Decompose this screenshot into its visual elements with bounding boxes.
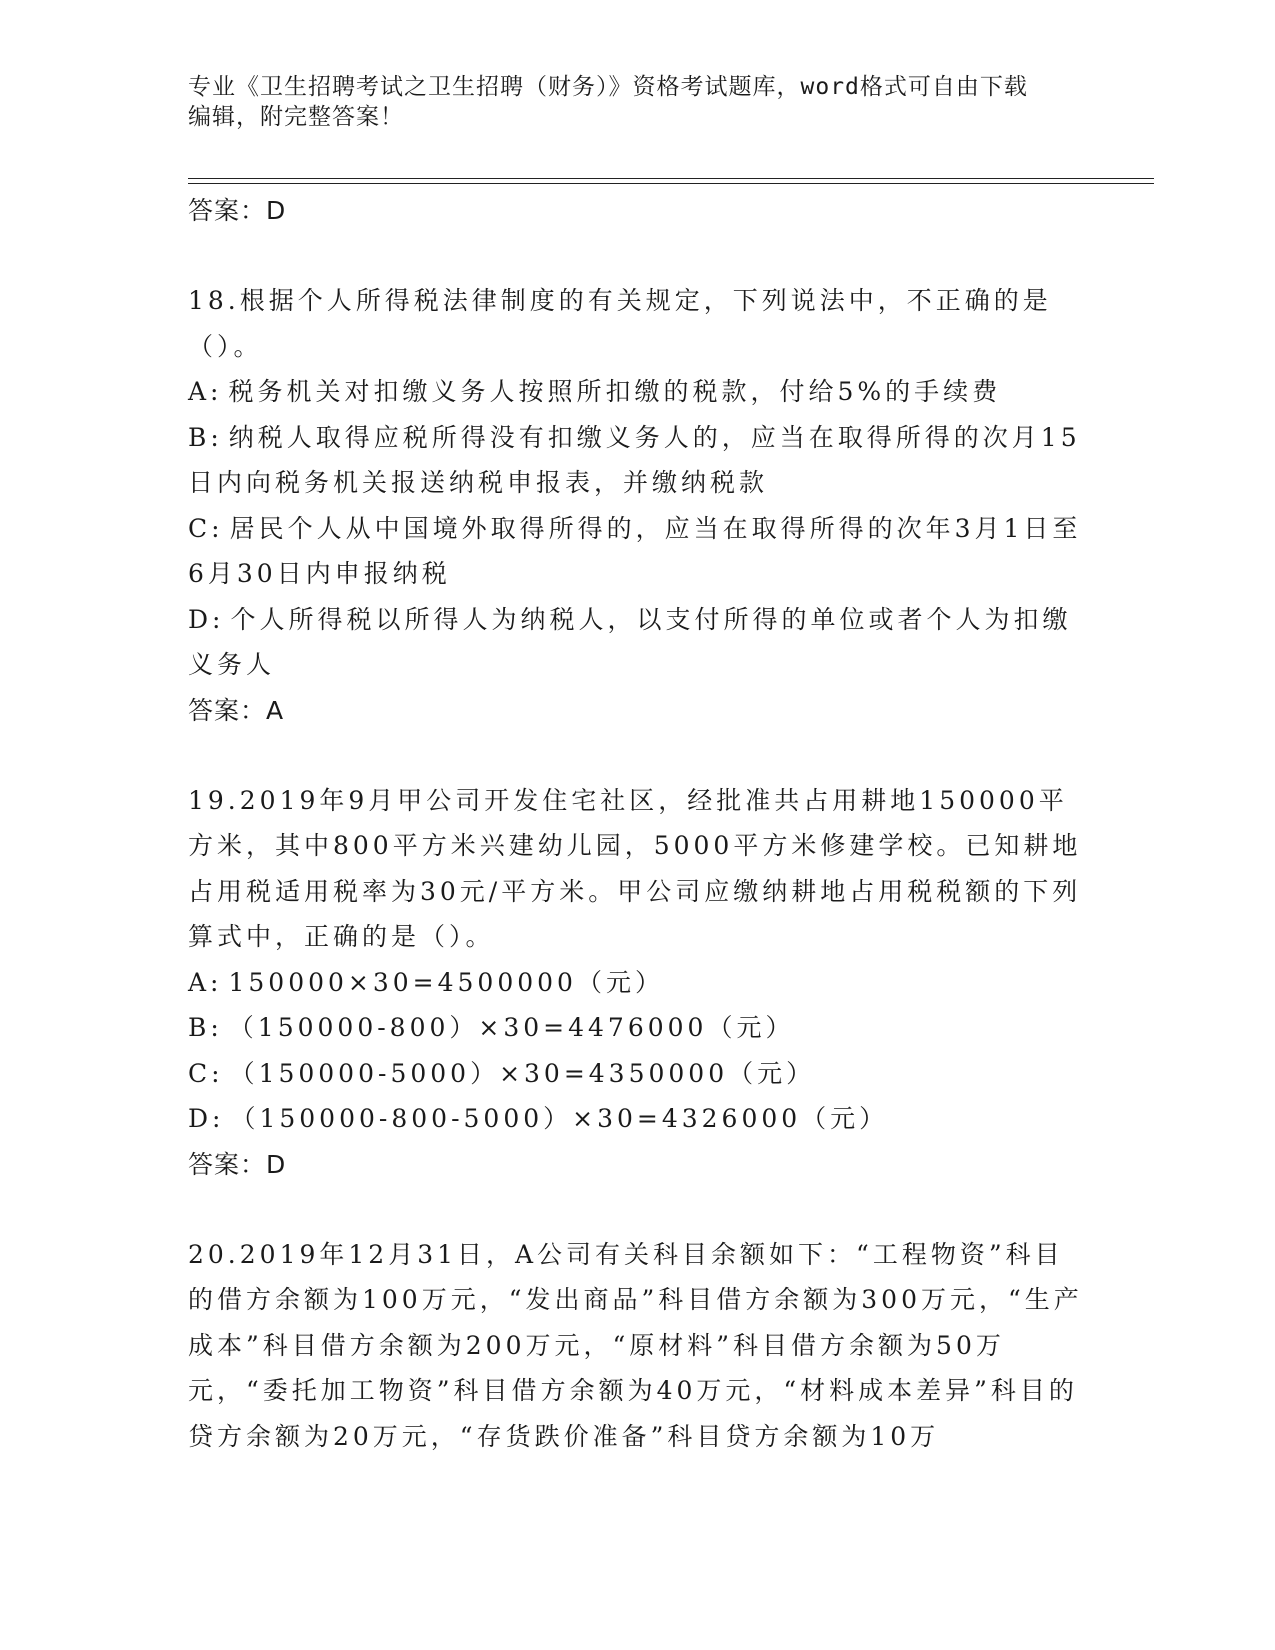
header-line-2: 编辑，附完整答案！: [188, 104, 404, 130]
option-d: [188, 597, 1088, 688]
question-18: [188, 278, 1088, 734]
option-text: （150000-800）×30=4476000（元）: [228, 1013, 795, 1042]
option-letter: C:: [188, 513, 224, 543]
option-letter: A:: [188, 377, 223, 406]
option-b: [188, 415, 1088, 506]
option-a: [188, 369, 1088, 415]
option-text: 个人所得税以所得人为纳税人，以支付所得的单位或者个人为扣缴义务人: [188, 604, 1072, 679]
option-b: [188, 1005, 1088, 1051]
question-19: [188, 778, 1088, 1188]
document-body: [188, 188, 1088, 1459]
header-line-1: 专业《卫生招聘考试之卫生招聘（财务）》资格考试题库，word格式可自由下载: [188, 74, 1028, 100]
option-d: [188, 1096, 1088, 1142]
option-text: 150000×30=4500000（元）: [228, 967, 664, 997]
option-letter: B:: [188, 1013, 223, 1042]
option-a: [188, 960, 1088, 1006]
option-text: 税务机关对扣缴义务人按照所扣缴的税款，付给5%的手续费: [228, 377, 1002, 406]
answer-label: 答案：D: [188, 1149, 287, 1179]
question-20: [188, 1232, 1088, 1460]
option-text: 纳税人取得应税所得没有扣缴义务人的，应当在取得所得的次月15日内向税务机关报送纳税申报表，并缴纳税款: [188, 422, 1081, 497]
answer-label: 答案：A: [188, 695, 285, 725]
option-letter: C:: [188, 1058, 224, 1088]
question-stem: 20.2019年12月31日，A公司有关科目余额如下：“工程物资”科目的借方余额为100万元，“发出商品”科目借方余额为300万元，“生产成本”科目借方余额为200万元，“原材料”科目借方余额为50万元，“委托加工物资”科目借方余额为40万元，“材料成本差异”科目的贷方余额为20万元，“存货跌价准备”科目贷方余额为10万: [188, 1239, 1083, 1451]
option-text: （150000-5000）×30=4350000（元）: [229, 1058, 816, 1088]
question-stem: 19.2019年9月甲公司开发住宅社区，经批准共占用耕地150000平方米，其中800平方米兴建幼儿园，5000平方米修建学校。已知耕地占用税适用税率为30元/平方米。甲公司应缴纳耕地占用税税额的下列算式中，正确的是（）。: [188, 785, 1082, 951]
header-divider-top: [188, 178, 1154, 179]
option-letter: A:: [188, 967, 223, 997]
option-letter: D:: [188, 604, 225, 634]
option-c: [188, 1051, 1088, 1097]
option-text: （150000-800-5000）×30=4326000（元）: [230, 1104, 889, 1133]
option-text: 居民个人从中国境外取得所得的，应当在取得所得的次年3月1日至6月30日内申报纳税: [188, 513, 1082, 588]
option-letter: B:: [188, 422, 223, 452]
option-letter: D:: [188, 1104, 225, 1133]
page-header: [188, 72, 1088, 132]
answer-label: 答案：D: [188, 196, 287, 225]
header-divider-bottom: [188, 183, 1154, 184]
option-c: [188, 506, 1088, 597]
question-stem: 18.根据个人所得税法律制度的有关规定，下列说法中，不正确的是（）。: [188, 286, 1052, 361]
